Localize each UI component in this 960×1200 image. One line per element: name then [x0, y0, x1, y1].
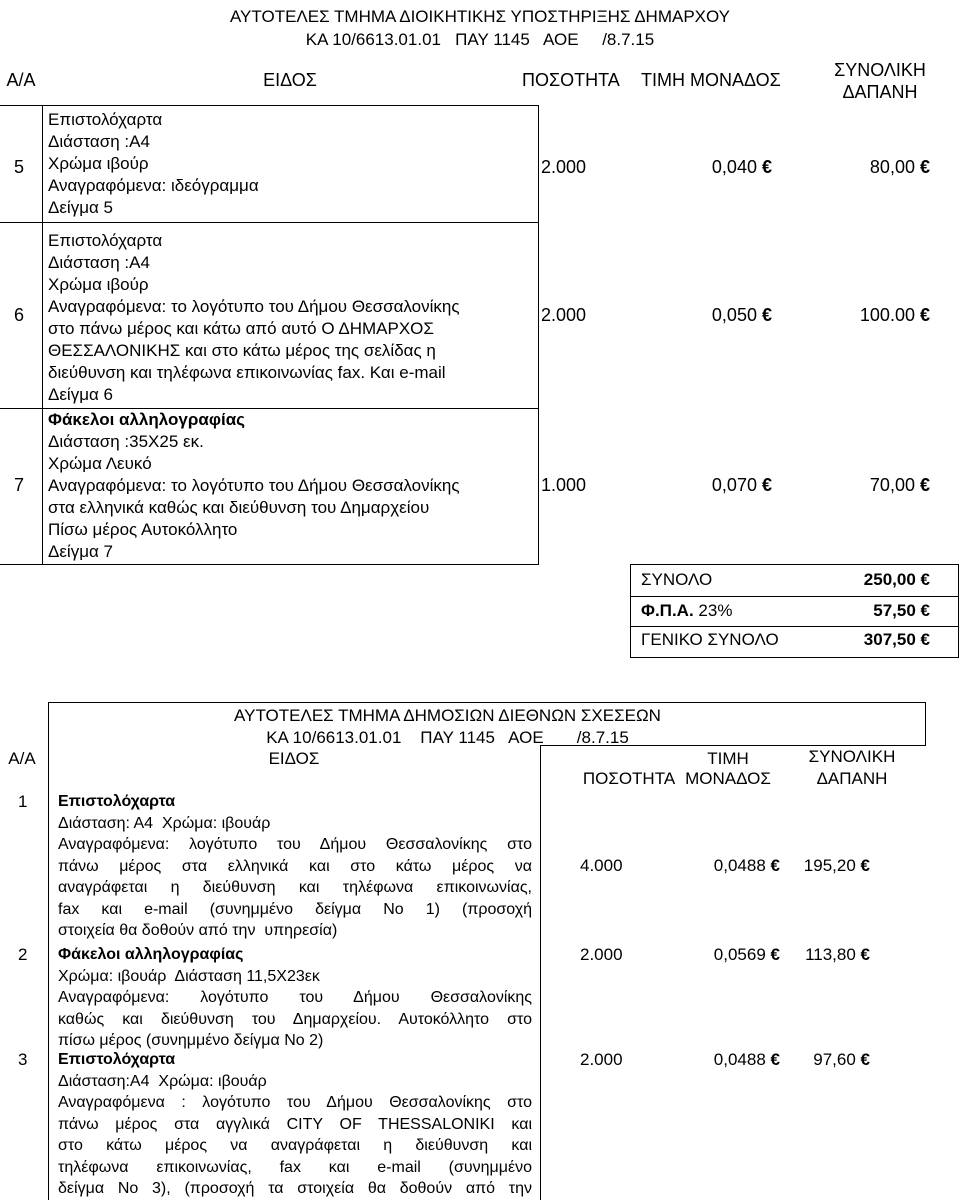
summary-label: Φ.Π.Α.	[641, 601, 694, 620]
quantity: 2.000	[541, 157, 587, 177]
summary-value: 250,00	[863, 570, 916, 589]
total-cost	[780, 1049, 870, 1071]
item-detail-line: Αναγραφόμενα : λογότυπο του Δήμου Θεσσαλονίκης στο	[58, 1094, 532, 1111]
row-number: 7	[14, 475, 25, 495]
item-detail-line: στο πάνω μέρος και κάτω από αυτό Ο ΔΗΜΑΡΧΟΣ	[48, 319, 434, 338]
row-number: 6	[14, 305, 25, 325]
quantity: 2.000	[541, 305, 587, 325]
item-detail-line: Χρώμα ιβούρ	[48, 154, 149, 173]
item-description	[58, 791, 532, 942]
item-detail-line: Δείγμα 7	[48, 542, 114, 561]
table-rule	[540, 745, 541, 1200]
summary-label-vat	[641, 600, 732, 622]
item-detail-line: πίσω μέρος (συνημμένο δείγμα Νο 2)	[58, 1032, 324, 1049]
unit-price	[640, 304, 772, 326]
unit-price-value: 0,0488	[713, 1050, 766, 1069]
unit-price	[650, 944, 780, 966]
total-cost	[790, 474, 930, 496]
summary-label-extra: 23%	[698, 601, 733, 620]
table1-header-unit-price: ΤΙΜΗ ΜΟΝΑΔΟΣ	[641, 70, 781, 90]
item-description	[58, 1049, 532, 1200]
item-detail-line: Δείγμα 5	[48, 198, 114, 217]
unit-price	[650, 855, 780, 877]
currency-symbol: €	[920, 570, 930, 589]
item-detail-line: Αναγραφόμενα: λογότυπο του Δήμου Θεσσαλονίκης στο	[58, 836, 532, 853]
summary-value: 57,50	[873, 601, 916, 620]
row-number: 3	[18, 1050, 28, 1069]
item-title: Φάκελοι αλληλογραφίας	[48, 410, 246, 429]
item-detail-line: Πίσω μέρος Αυτοκόλλητο	[48, 520, 238, 539]
item-detail-line: Διάσταση:Α4 Χρώμα: ιβουάρ	[58, 1072, 267, 1090]
item-detail-line: δείγμα Νο 3), (προσοχή τα στοιχεία θα δοθούν από την	[58, 1180, 532, 1197]
total-cost	[790, 156, 930, 178]
unit-price	[640, 156, 772, 178]
item-detail-line: στα ελληνικά καθώς και διεύθυνση του Δημαρχείου	[48, 498, 430, 517]
currency-symbol: €	[860, 945, 870, 964]
item-description	[48, 409, 534, 563]
summary-value-vat	[790, 600, 930, 622]
summary-value: 307,50	[863, 630, 916, 649]
table1-budget-code: ΚΑ 10/6613.01.01 ΠΑΥ 1145 ΑΟΕ /8.7.15	[305, 30, 655, 49]
item-detail-line: Αναγραφόμενα: λογότυπο του Δήμου Θεσσαλονίκης	[58, 989, 532, 1006]
summary-label-grand-total	[641, 629, 779, 651]
unit-price-value: 0,0569	[713, 945, 766, 964]
table-rule	[48, 702, 926, 703]
currency-symbol: €	[920, 601, 930, 620]
summary-value-subtotal	[790, 569, 930, 591]
item-detail-line: πάνω μέρος στα αγγλικά CITY OF THESSALONIKI και	[58, 1115, 532, 1133]
total-cost-value: 195,20	[803, 856, 856, 875]
table-rule	[48, 702, 49, 1200]
currency-symbol: €	[770, 945, 780, 964]
table2-header-unit-price-line1: ΤΙΜΗ	[707, 749, 749, 768]
item-detail-line: fax και e-mail (συνημμένο δείγμα Νο 1) (προσοχή	[58, 900, 532, 918]
total-cost-value: 70,00	[869, 475, 915, 495]
table2-header-item: ΕΙΔΟΣ	[268, 749, 320, 768]
total-cost	[790, 304, 930, 326]
item-description	[48, 230, 534, 406]
total-cost	[780, 855, 870, 877]
summary-label: ΣΥΝΟΛΟ	[641, 570, 713, 589]
table1-header-total-line1: ΣΥΝΟΛΙΚΗ	[834, 60, 926, 80]
item-detail-line: στοιχεία θα δοθούν από την υπηρεσία)	[58, 922, 338, 939]
total-cost-value: 100.00	[859, 305, 915, 325]
summary-label-subtotal	[641, 569, 712, 591]
item-detail-line: Αναγραφόμενα: το λογότυπο του Δήμου Θεσσαλονίκης	[48, 297, 460, 316]
currency-symbol: €	[919, 305, 930, 325]
quantity: 1.000	[541, 475, 587, 495]
currency-symbol: €	[770, 856, 780, 875]
item-detail-line: στο κάτω μέρος να αναγράφεται η διεύθυνση και	[58, 1137, 532, 1154]
item-detail-line: Χρώμα Λευκό	[48, 454, 152, 473]
quantity: 2.000	[580, 1050, 623, 1069]
item-detail-line: Διάσταση :Α4	[48, 253, 150, 272]
item-detail-line: Αναγραφόμενα: ιδεόγραμμα	[48, 176, 259, 195]
table-rule	[42, 105, 43, 565]
item-detail-line: Διάσταση: Α4 Χρώμα: ιβουάρ	[58, 814, 271, 832]
table-rule	[0, 105, 539, 106]
item-description	[48, 109, 534, 219]
row-number: 5	[14, 157, 25, 177]
item-detail-line: τηλέφωνα επικοινωνίας, fax και e-mail (συνημμένο	[58, 1158, 532, 1176]
total-cost	[780, 944, 870, 966]
table-rule	[630, 626, 959, 627]
currency-symbol: €	[761, 157, 772, 177]
item-title: Επιστολόχαρτα	[48, 110, 163, 129]
currency-symbol: €	[919, 157, 930, 177]
quantity: 2.000	[580, 945, 623, 964]
table2-budget-code: ΚΑ 10/6613.01.01 ΠΑΥ 1145 ΑΟΕ /8.7.15	[266, 728, 629, 747]
item-detail-line: Δείγμα 6	[48, 385, 114, 404]
unit-price-value: 0,050	[711, 305, 757, 325]
row-number: 1	[18, 792, 28, 811]
unit-price	[640, 474, 772, 496]
table1-header-quantity: ΠΟΣΟΤΗΤΑ	[522, 70, 620, 90]
row-number: 2	[18, 945, 28, 964]
table2-header-quantity: ΠΟΣΟΤΗΤΑ	[582, 769, 676, 788]
total-cost-value: 113,80	[805, 945, 856, 964]
table-rule	[925, 702, 926, 746]
table2-header-aa: Α/Α	[8, 749, 36, 768]
currency-symbol: €	[860, 856, 870, 875]
total-cost-value: 80,00	[869, 157, 915, 177]
summary-value-grand-total	[790, 629, 930, 651]
currency-symbol: €	[919, 475, 930, 495]
currency-symbol: €	[860, 1050, 870, 1069]
currency-symbol: €	[761, 475, 772, 495]
item-detail-line: ΘΕΣΣΑΛΟΝΙΚΗΣ και στο κάτω μέρος της σελίδας η	[48, 341, 436, 360]
item-detail-line: καθώς και διεύθυνση του Δημαρχείου. Αυτοκόλλητο στο	[58, 1010, 532, 1028]
table-rule	[630, 596, 959, 597]
table2-header-total-line1: ΣΥΝΟΛΙΚΗ	[808, 747, 896, 766]
table1-header-item: ΕΙΔΟΣ	[263, 70, 317, 90]
unit-price-value: 0,0488	[713, 856, 766, 875]
table1-title: ΑΥΤΟΤΕΛΕΣ ΤΜΗΜΑ ΔΙΟΙΚΗΤΙΚΗΣ ΥΠΟΣΤΗΡΙΞΗΣ ΔΗΜΑΡΧΟΥ	[229, 7, 731, 26]
table1-header-total-line2: ΔΑΠΑΝΗ	[842, 82, 918, 102]
table1-header-aa: Α/Α	[6, 70, 36, 90]
item-title: Φάκελοι αλληλογραφίας	[58, 946, 244, 963]
unit-price-value: 0,040	[711, 157, 757, 177]
table-rule	[0, 222, 539, 223]
currency-symbol: €	[920, 630, 930, 649]
item-title: Επιστολόχαρτα	[48, 231, 163, 250]
item-detail-line: Διάσταση :Α4	[48, 132, 150, 151]
table2-header-total-line2: ΔΑΠΑΝΗ	[816, 769, 888, 788]
total-cost-value: 97,60	[813, 1050, 856, 1069]
item-detail-line: Αναγραφόμενα: το λογότυπο του Δήμου Θεσσαλονίκης	[48, 476, 460, 495]
item-description	[58, 944, 532, 1052]
item-detail-line: αναγράφεται η διεύθυνση και τηλέφωνα επικοινωνίας,	[58, 879, 532, 896]
item-title: Επιστολόχαρτα	[58, 1051, 176, 1068]
unit-price-value: 0,070	[711, 475, 757, 495]
item-title: Επιστολόχαρτα	[58, 793, 176, 810]
item-detail-line: Χρώμα ιβούρ	[48, 275, 149, 294]
item-detail-line: Διάσταση :35Χ25 εκ.	[48, 432, 204, 451]
quantity: 4.000	[580, 856, 623, 875]
table-rule	[538, 105, 539, 565]
item-detail-line: Χρώμα: ιβουάρ Διάσταση 11,5Χ23εκ	[58, 967, 320, 985]
table2-header-unit-price-line2: ΜΟΝΑΔΟΣ	[685, 769, 771, 788]
currency-symbol: €	[761, 305, 772, 325]
item-detail-line: διεύθυνση και τηλέφωνα επικοινωνίας fax. Και e-mail	[48, 363, 446, 382]
table2-title: ΑΥΤΟΤΕΛΕΣ ΤΜΗΜΑ ΔΗΜΟΣΙΩΝ ΔΙΕΘΝΩΝ ΣΧΕΣΕΩΝ	[234, 706, 661, 725]
unit-price	[650, 1049, 780, 1071]
table-rule	[0, 564, 539, 565]
currency-symbol: €	[770, 1050, 780, 1069]
item-detail-line: πάνω μέρος στα ελληνικά και στο κάτω μέρος να	[58, 857, 532, 875]
summary-label: ΓΕΝΙΚΟ ΣΥΝΟΛΟ	[641, 630, 779, 649]
